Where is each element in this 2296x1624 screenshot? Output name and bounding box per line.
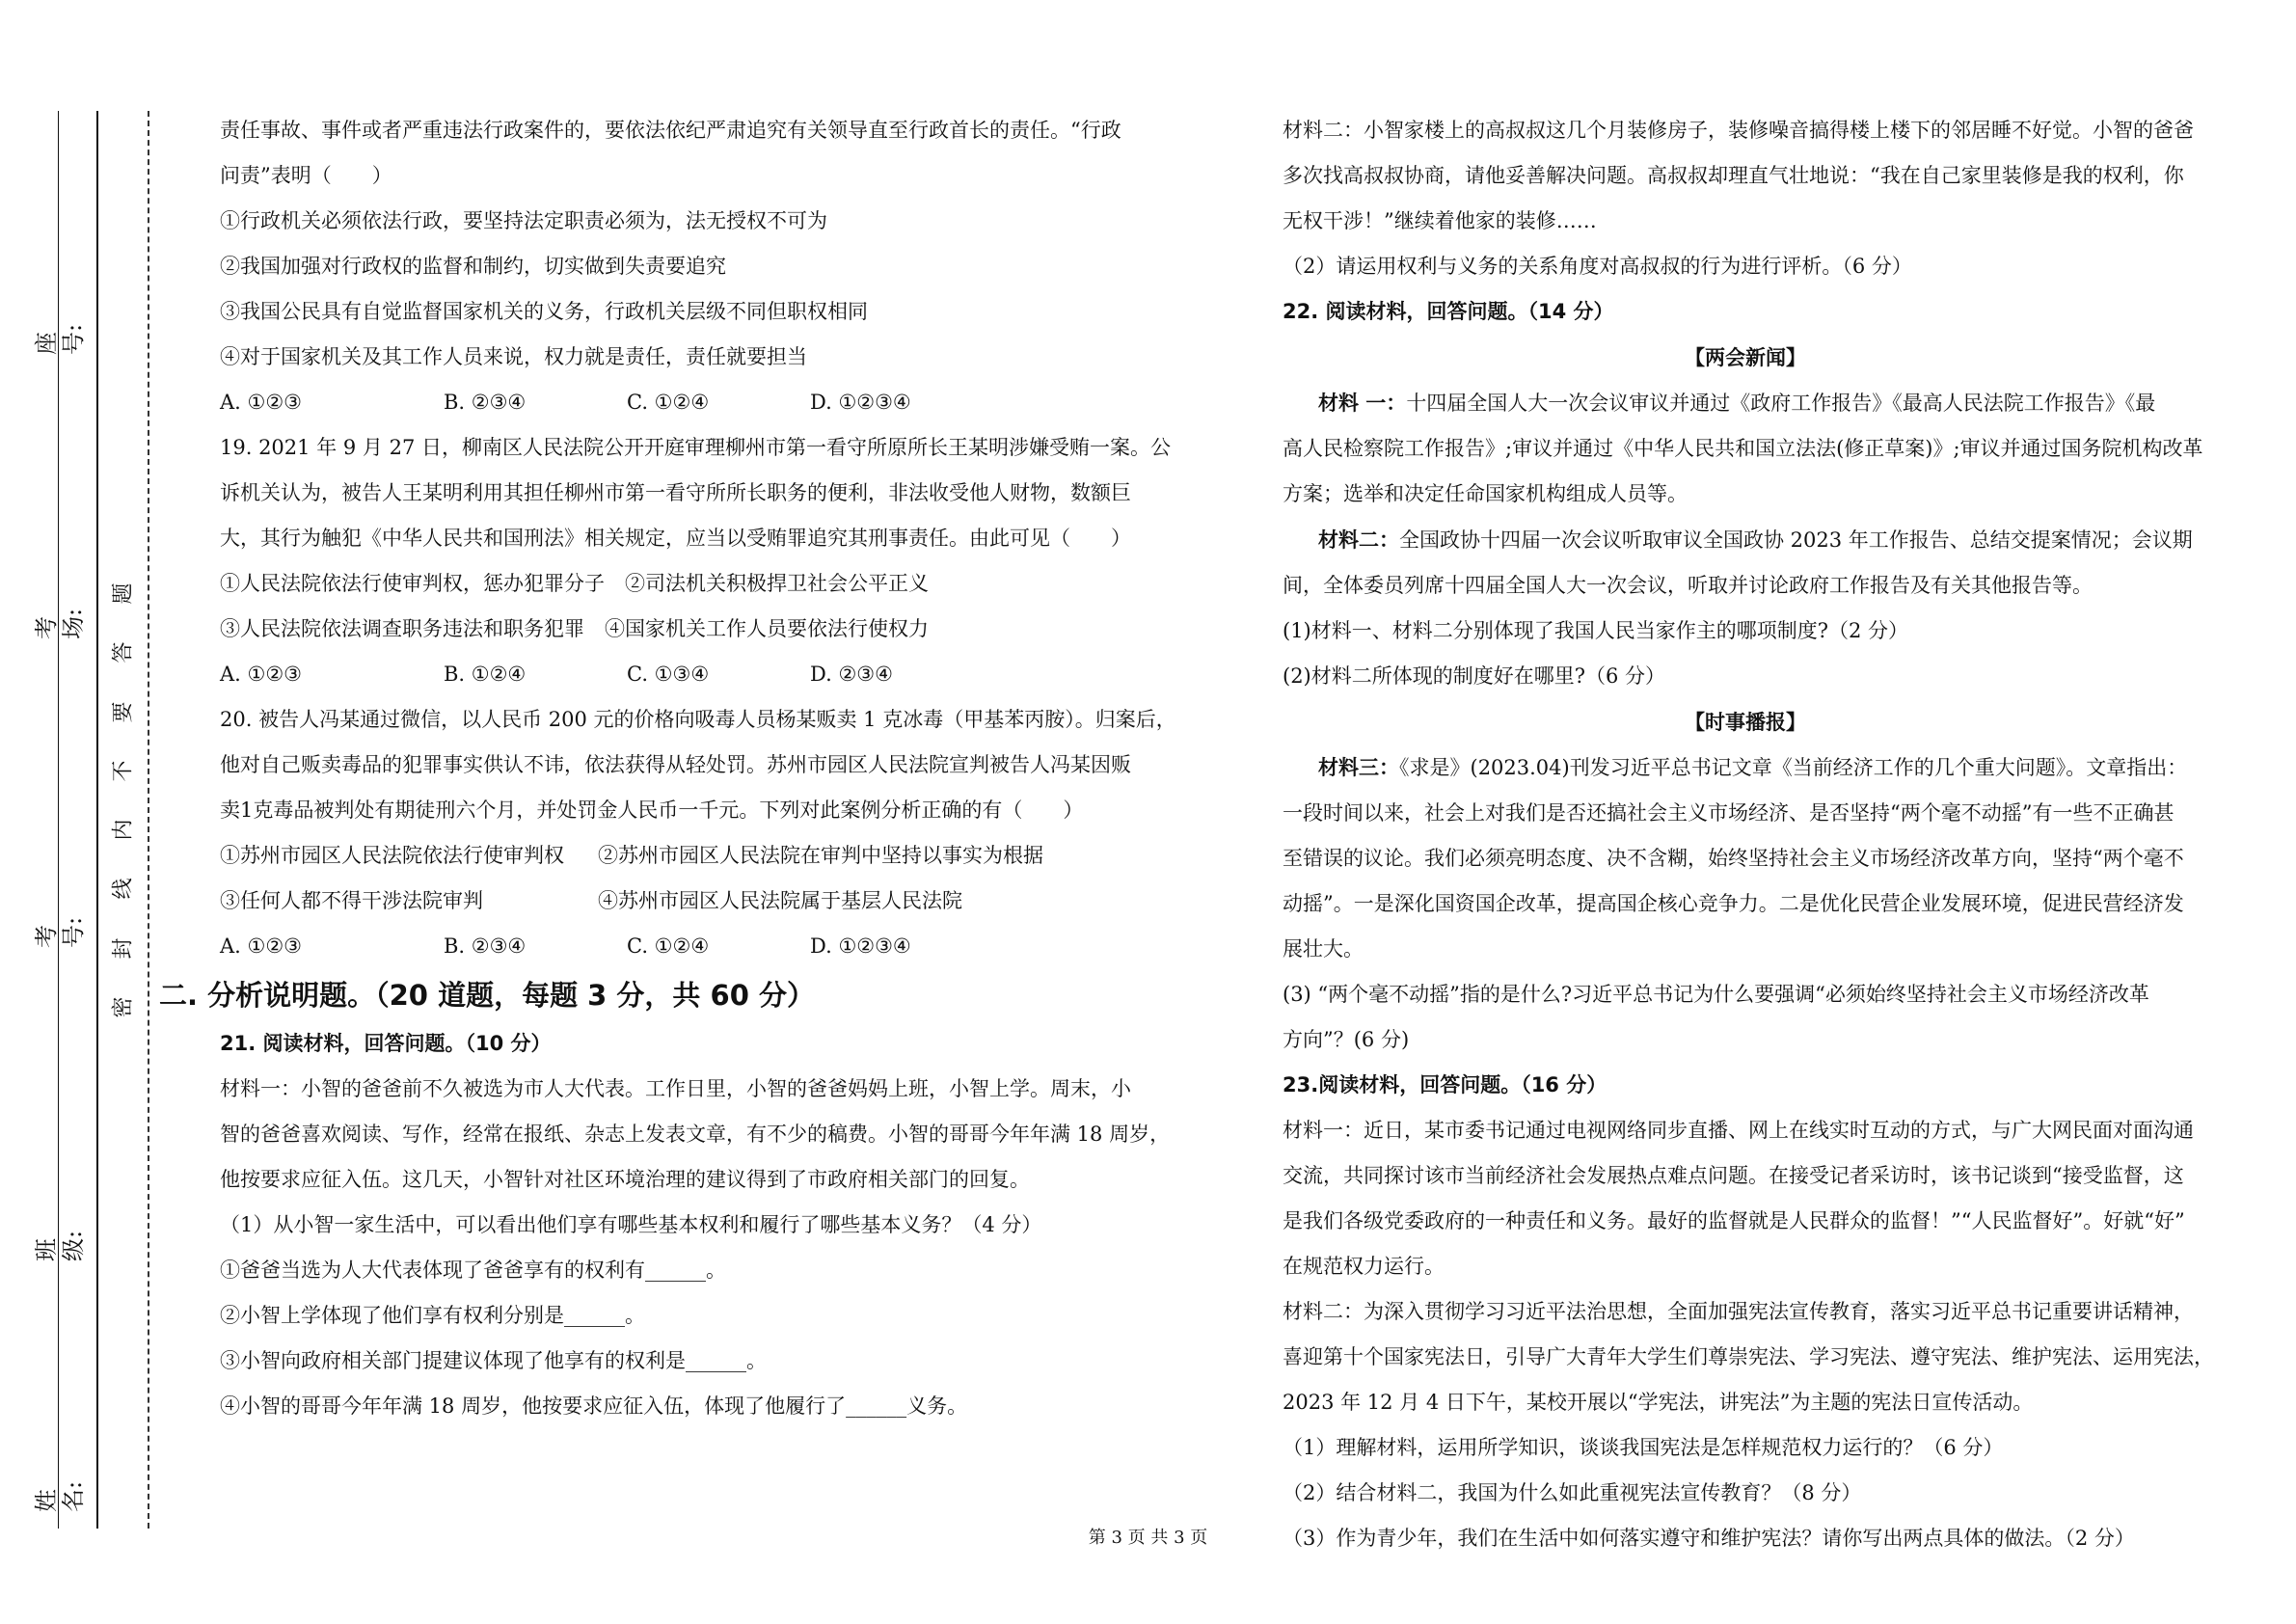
option: C. ①③④	[627, 663, 710, 686]
sub-heading: 【两会新闻】	[1685, 345, 1806, 369]
material-text: 十四届全国人大一次会议审议并通过《政府工作报告》《最高人民法院工作报告》《最	[1406, 392, 2156, 415]
text-line: 方向”？(6 分)	[1283, 1028, 1410, 1051]
seal-char: 要	[111, 701, 136, 723]
text-line: 问责”表明（ ）	[220, 164, 392, 187]
text-line: (3) “两个毫不动摇”指的是什么?习近平总书记为什么要强调“必须始终坚持社会主义市场经济改革	[1283, 983, 2149, 1006]
text-line: 喜迎第十个国家宪法日，引导广大青年大学生们尊崇宪法、学习宪法、遵守宪法、维护宪法、运用宪法，	[1283, 1345, 2214, 1368]
text-line: 2023 年 12 月 4 日下午，某校开展以“学宪法，讲宪法”为主题的宪法日宣传活动。	[1283, 1391, 2034, 1414]
seal-char: 封	[111, 937, 136, 960]
seal-char: 答	[111, 641, 136, 663]
text-line: 材料一：小智的爸爸前不久被选为市人大代表。工作日里，小智的爸爸妈妈上班，小智上学。周末，小	[220, 1077, 1131, 1100]
text-line: 多次找高叔叔协商，请他妥善解决问题。高叔叔却理直气壮地说：“我在自己家里装修是我的权利，你	[1283, 164, 2184, 187]
seal-char: 密	[111, 996, 136, 1018]
binding-dashed-line	[148, 111, 149, 1529]
item: ③任何人都不得干涉法院审判	[220, 889, 483, 912]
text-line: 高人民检察院工作报告》;审议并通过《中华人民共和国立法法(修正草案)》;审议并通过国务院机构改革	[1283, 437, 2203, 460]
text-line: 方案；选举和决定任命国家机构组成人员等。	[1283, 482, 1688, 505]
question-heading: 21. 阅读材料，回答问题。（10 分）	[220, 1032, 552, 1055]
text-line: 智的爸爸喜欢阅读、写作，经常在报纸、杂志上发表文章，有不少的稿费。小智的哥哥今年年满 18 周岁，	[220, 1123, 1171, 1146]
option: A. ①②③	[220, 934, 302, 958]
text-line: ①人民法院依法行使审判权，惩办犯罪分子 ②司法机关积极捍卫社会公平正义	[220, 572, 929, 595]
text-line: 交流，共同探讨该市当前经济社会发展热点难点问题。在接受记者采访时，该书记谈到“接受监督，这	[1283, 1164, 2184, 1187]
left-column	[159, 108, 1176, 1429]
section-heading: 二. 分析说明题。（20 道题，每题 3 分，共 60 分）	[159, 979, 815, 1012]
option: A. ①②③	[220, 391, 302, 414]
text-line: 在规范权力运行。	[1283, 1255, 1445, 1278]
text-line: 间，全体委员列席十四届全国人大一次会议，听取并讨论政府工作报告及有关其他报告等。	[1283, 574, 2093, 597]
seal-char: 不	[111, 760, 136, 782]
text-line: 他对自己贩卖毒品的犯罪事实供认不讳，依法获得从轻处罚。苏州市园区人民法院宣判被告人冯某因贩	[220, 753, 1131, 776]
text-line: (1)材料一、材料二分别体现了我国人民当家作主的哪项制度?（2 分）	[1283, 619, 1909, 642]
text-line: 至错误的议论。我们必须亮明态度、决不含糊，始终坚持社会主义市场经济改革方向，坚持“两个毫不	[1283, 847, 2184, 870]
right-column	[1283, 108, 2214, 1561]
text-line: 诉机关认为，被告人王某明利用其担任柳州市第一看守所所长职务的便利，非法收受他人财物，数额巨	[220, 481, 1131, 504]
text-line: （2）结合材料二，我国为什么如此重视宪法宣传教育？（8 分）	[1283, 1481, 1862, 1504]
text-line: ①行政机关必须依法行政，要坚持法定职责必须为，法无授权不可为	[220, 209, 827, 232]
binding-thick-line	[96, 111, 98, 1529]
material-text: 《求是》(2023.04)刊发习近平总书记文章《当前经济工作的几个重大问题》。文章指出：	[1399, 756, 2188, 779]
text-line: 一段时间以来，社会上对我们是否还搞社会主义市场经济、是否坚持“两个毫不动摇”有一些不正确甚	[1283, 801, 2174, 825]
option: B. ②③④	[444, 391, 527, 414]
material-label: 材料 一：	[1318, 391, 1407, 415]
text-line: ②小智上学体现了他们享有权利分别是______。	[220, 1304, 645, 1327]
q20-item-row	[220, 833, 1146, 879]
seal-line-text	[104, 579, 139, 1022]
page-footer: 第 3 页 共 3 页	[1088, 1528, 1208, 1548]
text-line: ④对于国家机关及其工作人员来说，权力就是责任，责任就要担当	[220, 345, 807, 368]
text-line: ③小智向政府相关部门提建议体现了他享有的权利是______。	[220, 1349, 767, 1372]
text-line: 动摇”。一是深化国资国企改革，提高国企核心竞争力。二是优化民营企业发展环境，促进民营经济发	[1283, 892, 2184, 915]
material-label: 材料三：	[1318, 755, 1399, 779]
item: ④苏州市园区人民法院属于基层人民法院	[598, 889, 962, 912]
name-label: 姓名:	[33, 1480, 87, 1512]
text-line: 他按要求应征入伍。这几天，小智针对社区环境治理的建议得到了市政府相关部门的回复。	[220, 1168, 1030, 1191]
seat-label: 座号:	[33, 323, 87, 355]
material-label: 材料二：	[1318, 528, 1399, 552]
text-line: （3）作为青少年，我们在生活中如何落实遵守和维护宪法？请你写出两点具体的做法。（2 分）	[1283, 1527, 2135, 1550]
text-line: 责任事故、事件或者严重违法行政案件的，要依法依纪严肃追究有关领导直至行政首长的责任。“行政	[220, 119, 1121, 142]
text-line	[1283, 380, 2208, 426]
text-line: ③人民法院依法调查职务违法和职务犯罪 ④国家机关工作人员要依法行使权力	[220, 617, 929, 640]
text-line: (2)材料二所体现的制度好在哪里?（6 分）	[1283, 664, 1666, 688]
question-heading: 23.阅读材料，回答问题。（16 分）	[1283, 1073, 1607, 1096]
text-line: （1）从小智一家生活中，可以看出他们享有哪些基本权利和履行了哪些基本义务？（4 分）	[220, 1213, 1042, 1236]
text-line: 是我们各级党委政府的一种责任和义务。最好的监督就是人民群众的监督！”“人民监督好”。好就“好”	[1283, 1209, 2185, 1232]
text-line: ②我国加强对行政权的监督和制约，切实做到失责要追究	[220, 255, 726, 278]
item: ②苏州市园区人民法院在审判中坚持以事实为根据	[598, 844, 1043, 867]
text-line: ①爸爸当选为人大代表体现了爸爸享有的权利有______。	[220, 1259, 726, 1282]
q19-options	[220, 652, 1146, 697]
room-label: 考场:	[33, 608, 87, 639]
option: C. ①②④	[627, 391, 710, 414]
option: B. ②③④	[444, 934, 527, 958]
text-line: 无权干涉！”继续着他家的装修……	[1283, 209, 1597, 232]
option: B. ①②④	[444, 663, 527, 686]
seal-char: 题	[111, 582, 136, 605]
class-label: 班级:	[33, 1230, 87, 1261]
question-heading: 22. 阅读材料，回答问题。（14 分）	[1283, 300, 1614, 323]
seal-char: 线	[111, 878, 136, 900]
text-line: （1）理解材料，运用所学知识，谈谈我国宪法是怎样规范权力运行的？（6 分）	[1283, 1436, 2004, 1459]
text-line: 材料一：近日，某市委书记通过电视网络同步直播、网上在线实时互动的方式，与广大网民面对面沟通	[1283, 1119, 2194, 1142]
option: A. ①②③	[220, 663, 302, 686]
seal-char: 内	[111, 819, 136, 841]
text-line	[1283, 744, 2208, 791]
option: D. ①②③④	[810, 391, 911, 414]
sub-heading: 【时事播报】	[1685, 710, 1806, 734]
option: C. ①②④	[627, 934, 710, 958]
text-line: （2）请运用权利与义务的关系角度对高叔叔的行为进行评析。（6 分）	[1283, 255, 1912, 278]
number-label: 考号:	[33, 916, 87, 948]
option: D. ②③④	[810, 663, 893, 686]
item: ①苏州市园区人民法院依法行使审判权	[220, 844, 564, 867]
text-line: ④小智的哥哥今年年满 18 周岁，他按要求应征入伍，体现了他履行了______义务。	[220, 1394, 968, 1418]
q20-item-row	[220, 879, 1146, 924]
q20-options	[220, 924, 1146, 969]
text-line: 卖1克毒品被判处有期徒刑六个月，并处罚金人民币一千元。下列对此案例分析正确的有（ ）	[220, 798, 1084, 822]
text-line: ③我国公民具有自觉监督国家机关的义务，行政机关层级不同但职权相同	[220, 300, 868, 323]
material-text: 全国政协十四届一次会议听取审议全国政协 2023 年工作报告、总结交提案情况；会议期	[1399, 528, 2193, 552]
text-line: 大，其行为触犯《中华人民共和国刑法》相关规定，应当以受贿罪追究其刑事责任。由此可见（ ）	[220, 527, 1131, 550]
option: D. ①②③④	[810, 934, 911, 958]
q18-options	[220, 380, 1146, 425]
text-line: 20. 被告人冯某通过微信，以人民币 200 元的价格向吸毒人员杨某贩卖 1 克冰毒（甲基苯丙胺）。归案后，	[220, 708, 1176, 731]
text-line	[1283, 517, 2208, 563]
text-line: 材料二：为深入贯彻学习习近平法治思想，全面加强宪法宣传教育，落实习近平总书记重要讲话精神，	[1283, 1300, 2194, 1323]
text-line: 展壮大。	[1283, 937, 1364, 961]
text-line: 材料二：小智家楼上的高叔叔这几个月装修房子，装修噪音搞得楼上楼下的邻居睡不好觉。小智的爸爸	[1283, 119, 2194, 142]
text-line: 19. 2021 年 9 月 27 日，柳南区人民法院公开开庭审理柳州市第一看守所原所长王某明涉嫌受贿一案。公	[220, 436, 1171, 459]
